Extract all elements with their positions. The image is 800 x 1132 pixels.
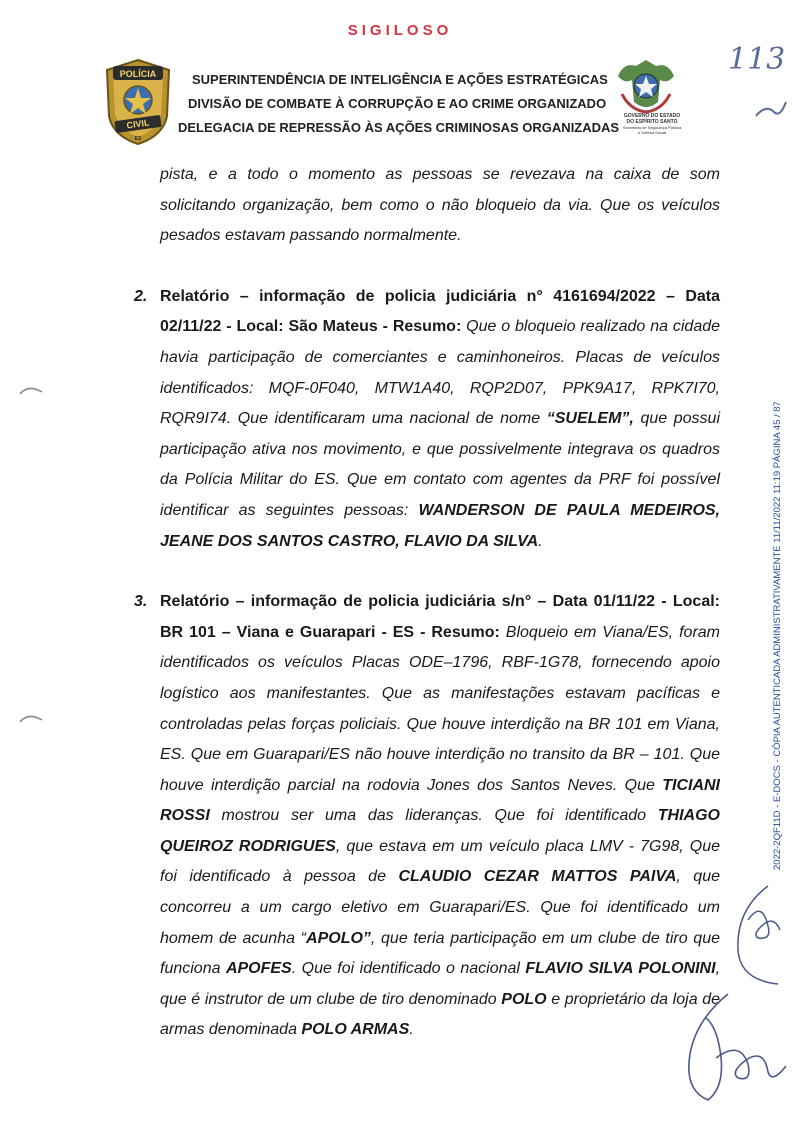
handwritten-tick-mark <box>752 98 788 122</box>
intro-paragraph <box>160 160 720 252</box>
item-3-heading: Relatório – informação de policia judiciária s/n° – Data 01/11/22 - Local: BR 101 – Viana e Guarapari - ES - Resumo: <box>160 593 720 641</box>
item-3-bold-3: CLAUDIO CEZAR MATTOS PAIVA <box>398 868 677 886</box>
item-2-paragraph <box>134 282 721 557</box>
margin-mark <box>18 710 44 726</box>
item-3-paragraph <box>134 587 721 1046</box>
intro-text: pista, e a todo o momento as pessoas se revezava na caixa de som solicitando organização, bem como o não bloqueio da via. Que os veículos pesados estavam passando normalmente. <box>160 166 720 245</box>
item-2-text-3: . <box>538 532 543 550</box>
handwritten-page-number: 113 <box>728 42 786 77</box>
header-line-2: DIVISÃO DE COMBATE À CORRUPÇÃO E AO CRIME ORGANIZADO <box>188 96 607 111</box>
item-3-text-1: Bloqueio em Viana/ES, foram identificados os veículos Placas ODE–1796, RBF-1G78, fornecendo apoio logístico aos manifestantes. Que as manifestações estavam pacíficas e controladas pelas forças policiais. Que houve interdição na BR 101 em Viana, ES. Que em Guarapari/ES não houve interdição no transito da BR – 101. Que houve interdição parcial na rodovia Jones dos Santos Neves. Que <box>160 623 720 794</box>
item-2-text-1: Que o bloqueio realizado na cidade havia participação de comerciantes e caminhoneiros. Placas de veículos identificados: MQF-0F040, MTW1A40, RQP2D07, PPK9A17, RPK7I70, RQR9I74. Que identificaram uma nacional de nome <box>160 318 721 428</box>
item-3-text-7: , que é instrutor de um clube de tiro denominado <box>160 960 721 1008</box>
item-3-bold-8: POLO ARMAS <box>301 1021 410 1039</box>
item-3-bold-5: APOFES <box>225 960 292 978</box>
item-3-bold-2: THIAGO QUEIROZ RODRIGUES <box>160 807 720 855</box>
badge-top-text: POLÍCIA <box>119 69 157 79</box>
item-2-heading: Relatório – informação de policia judiciária n° 4161694/2022 – Data 02/11/22 - Local: São Mateus - Resumo: <box>160 287 720 336</box>
gov-line-2: DO ESPÍRITO SANTO <box>626 119 678 125</box>
item-3-text-9: . <box>409 1021 414 1039</box>
item-3-text-4: , que concorreu a um cargo eletivo em Guarapari/ES. Que foi identificado um homem de acunha “ <box>160 868 721 947</box>
header-line-1: SUPERINTENDÊNCIA DE INTELIGÊNCIA E AÇÕES ESTRATÉGICAS <box>192 72 608 87</box>
gov-sub-2: e Defesa Social <box>637 130 666 135</box>
item-3-bold-7: POLO <box>501 990 547 1008</box>
authentication-stamp: 2022-2QF11D - E-DOCS - CÓPIA AUTENTICADA ADMINISTRATIVAMENTE 11/11/2022 11:19 PÁGINA 45 / 87 <box>772 401 783 870</box>
item-3-text-8: e proprietário da loja de armas denominada <box>160 990 720 1039</box>
state-coat-of-arms-icon <box>614 56 678 114</box>
item-3-bold-6: FLAVIO SILVA POLONINI <box>525 960 716 978</box>
handwritten-signature <box>668 988 792 1106</box>
header-line-3: DELEGACIA DE REPRESSÃO ÀS AÇÕES CRIMINOSAS ORGANIZADAS <box>178 120 620 135</box>
gov-line-1: GOVERNO DO ESTADO <box>623 113 681 119</box>
handwritten-initials-signature <box>728 880 788 990</box>
document-body <box>134 160 721 1046</box>
item-2-bold-1: “SUELEM”, <box>546 410 634 428</box>
item-3-text-3: , que estava em um veículo placa LMV - 7G98, Que foi identificado à pessoa de <box>160 837 721 886</box>
item-2-text-2: que possui participação ativa nos movimento, e que possivelmente integrava os quadros da Polícia Militar do ES. Que em contato com agentes da PRF foi possível identificar as seguintes pessoas: <box>160 410 720 519</box>
badge-state-text: ES <box>134 136 142 142</box>
badge-bottom-text: CIVIL <box>125 117 151 131</box>
item-3-bold-1: TICIANI ROSSI <box>160 776 720 825</box>
policia-civil-badge-icon <box>103 58 173 146</box>
item-2-bold-2: WANDERSON DE PAULA MEDEIROS, JEANE DOS SANTOS CASTRO, FLAVIO DA SILVA <box>160 501 721 550</box>
item-3-text-2: mostrou ser uma das lideranças. Que foi identificado <box>209 807 658 825</box>
item-3-bold-4: APOLO” <box>306 929 371 947</box>
item-3-text-5: , que teria participação em um clube de tiro que funciona <box>160 929 720 978</box>
item-3-text-6: . Que foi identificado o nacional <box>291 960 526 978</box>
item-2-number: 2. <box>134 287 148 305</box>
government-label <box>622 113 682 135</box>
item-3-number: 3. <box>134 593 148 611</box>
gov-sub-1: Secretaria de Segurança Pública <box>622 125 682 130</box>
margin-mark <box>18 382 44 398</box>
classification-label: SIGILOSO <box>347 22 453 39</box>
